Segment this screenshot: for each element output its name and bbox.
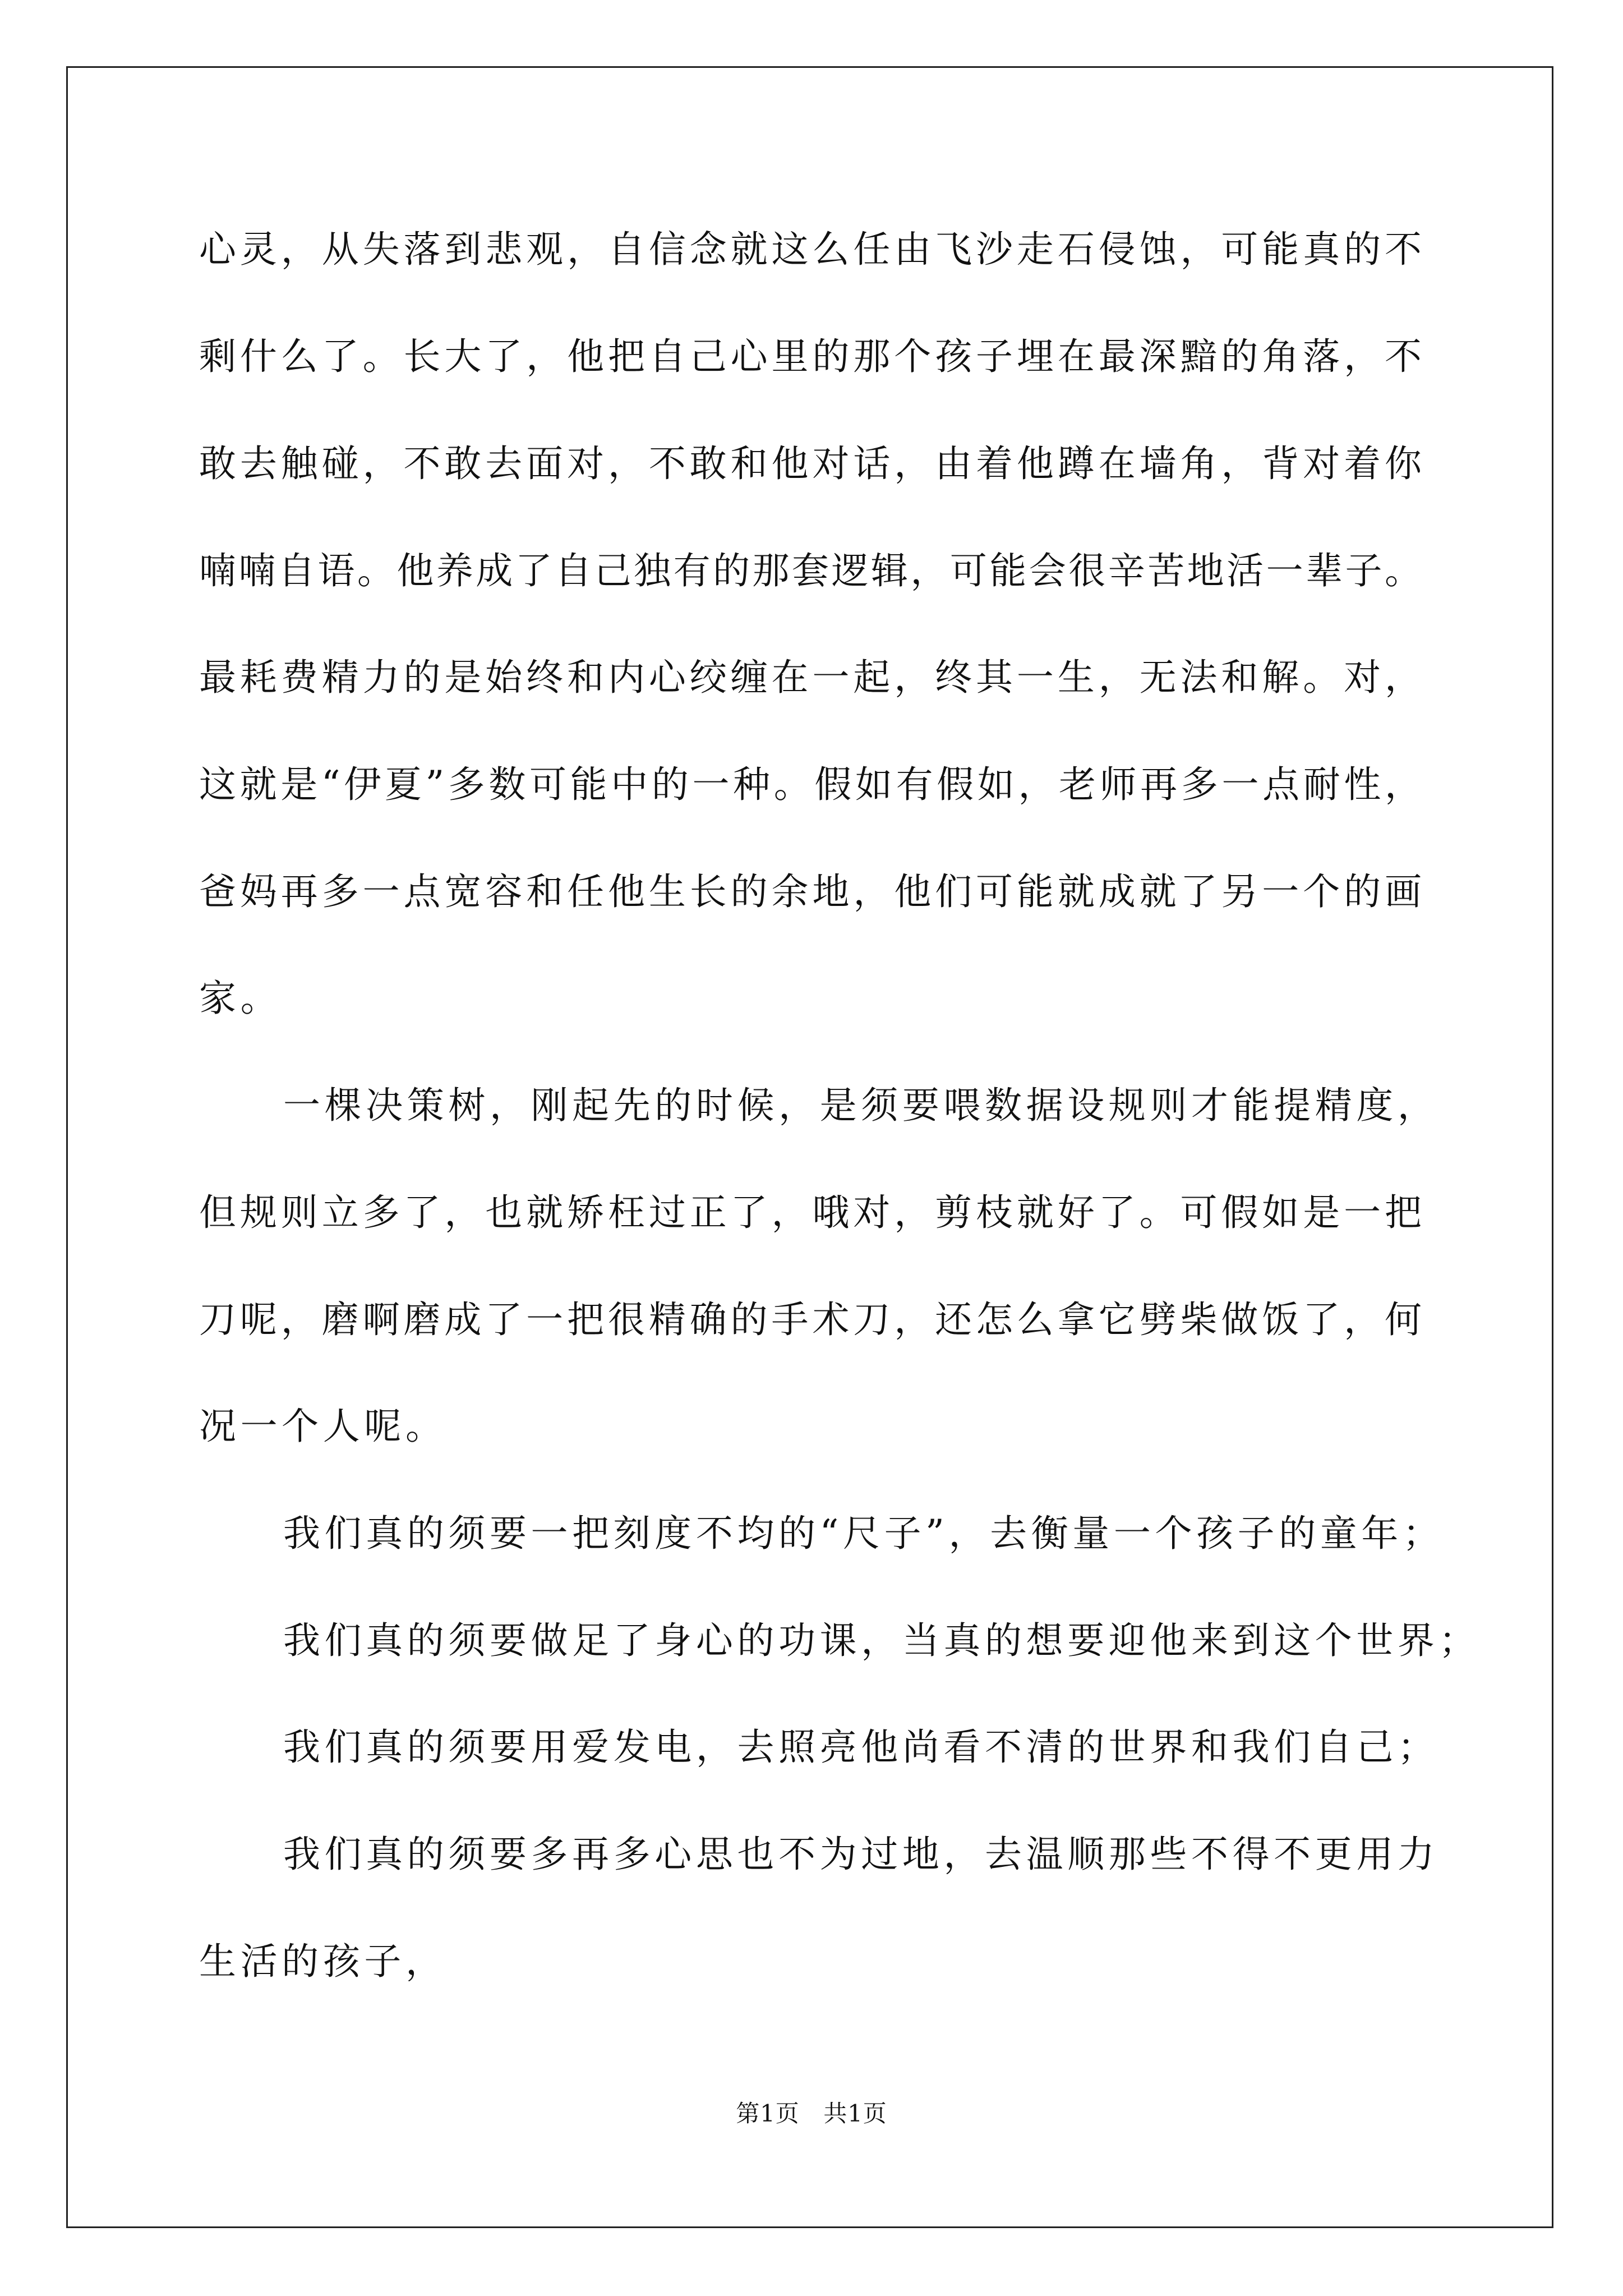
- text-line: 喃喃自语。他养成了自己独有的那套逻辑，可能会很辛苦地活一辈子。: [199, 549, 1422, 592]
- paragraph-first-line: 我们真的须要一把刻度不均的“尺子”，去衡量一个孩子的童年；: [283, 1512, 1444, 1555]
- text-line: 剩什么了。长大了，他把自己心里的那个孩子埋在最深黯的角落，不: [199, 335, 1422, 378]
- text-line: 心灵，从失落到悲观，自信念就这么任由飞沙走石侵蚀，可能真的不: [199, 228, 1422, 271]
- page-border: [66, 66, 1553, 2228]
- paragraph-first-line: 我们真的须要做足了身心的功课，当真的想要迎他来到这个世界；: [283, 1619, 1481, 1662]
- text-line: 刀呢，磨啊磨成了一把很精确的手术刀，还怎么拿它劈柴做饭了，何: [199, 1298, 1422, 1341]
- paragraph-first-line: 我们真的须要多再多心思也不为过地，去温顺那些不得不更用力: [283, 1833, 1439, 1876]
- text-line: 生活的孩子，: [199, 1940, 447, 1983]
- paragraph-first-line: 一棵决策树，刚起先的时候，是须要喂数据设规则才能提精度，: [283, 1084, 1439, 1127]
- text-line: 家。: [199, 977, 282, 1020]
- text-line: 爸妈再多一点宽容和任他生长的余地，他们可能就成就了另一个的画: [199, 870, 1422, 913]
- text-line: 敢去触碰，不敢去面对，不敢和他对话，由着他蹲在墙角，背对着你: [199, 442, 1422, 485]
- text-line: 这就是“伊夏”多数可能中的一种。假如有假如，老师再多一点耐性，: [199, 763, 1422, 806]
- paragraph-first-line: 我们真的须要用爱发电，去照亮他尚看不清的世界和我们自己；: [283, 1726, 1439, 1769]
- page-number-footer: 第1页 共1页: [736, 2100, 887, 2127]
- text-line: 最耗费精力的是始终和内心绞缠在一起，终其一生，无法和解。对，: [199, 656, 1422, 699]
- text-line: 况一个人呢。: [199, 1405, 447, 1448]
- text-line: 但规则立多了，也就矫枉过正了，哦对，剪枝就好了。可假如是一把: [199, 1191, 1422, 1234]
